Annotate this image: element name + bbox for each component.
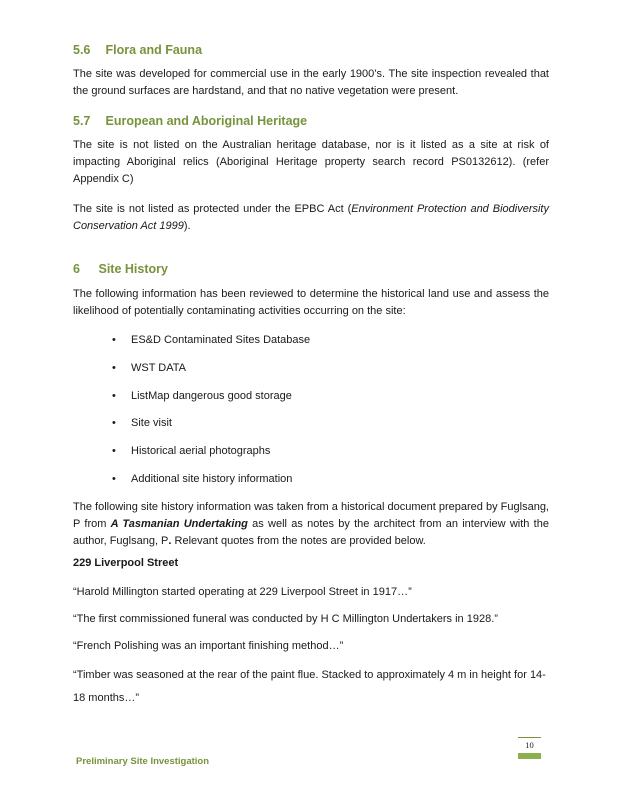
- heading-flora-fauna: [73, 43, 202, 57]
- section-number: 6: [73, 262, 80, 276]
- epbc-text-start: The site is not listed as protected under the EPBC Act (: [73, 203, 352, 215]
- bullet-icon: •: [112, 472, 116, 485]
- heading-site-history: [73, 262, 168, 276]
- paragraph-heritage-listing: The site is not listed on the Australian heritage database, nor is it listed as a site at risk of impacting Aboriginal relics (Aboriginal Heritage property search record PS0132612). (refer Appendix C): [73, 139, 549, 185]
- source-list: [112, 332, 310, 499]
- epbc-text-end: ).: [183, 220, 191, 232]
- list-item: • ES&D Contaminated Sites Database: [112, 332, 310, 360]
- paragraph-site-history-intro: The following information has been reviewed to determine the historical land use and assess the likelihood of potentially contaminating activities occurring on the site:: [73, 288, 549, 317]
- quote: “French Polishing was an important finishing method…”: [73, 640, 344, 652]
- book-title: A Tasmanian Undertaking: [110, 518, 248, 530]
- page-number: 10: [525, 740, 534, 750]
- section-title: Flora and Fauna: [105, 43, 203, 57]
- subheading-liverpool-street: 229 Liverpool Street: [73, 557, 179, 569]
- section-number: 5.6: [73, 43, 91, 57]
- page-number-rule: [518, 737, 541, 738]
- bullet-icon: •: [112, 417, 116, 430]
- bullet-icon: •: [112, 445, 116, 458]
- paragraph-flora-fauna: The site was developed for commercial use in the early 1900’s. The site inspection revealed that the ground surfaces are hardstand, and that no native vegetation were present.: [73, 68, 549, 97]
- quote: “Harold Millington started operating at 229 Liverpool Street in 1917…”: [73, 586, 412, 598]
- section-title: European and Aboriginal Heritage: [105, 114, 308, 128]
- paragraph-epbc: [73, 201, 549, 235]
- bullet-icon: •: [112, 334, 116, 346]
- heading-heritage: [73, 114, 307, 128]
- paragraph-history-source: The following site history information was taken from a historical document prepared by Fuglsang, P from A Tasmanian Undertaking as well as notes by the architect from an interview with the author, Fuglsang, P. Relevant quotes from the notes are provided below.: [73, 501, 549, 547]
- list-item: • WST DATA: [112, 360, 310, 388]
- footer-title: Preliminary Site Investigation: [76, 756, 210, 767]
- list-item: • Additional site history information: [112, 471, 310, 499]
- quote: “The first commissioned funeral was conducted by H C Millington Undertakers in 1928.”: [73, 613, 498, 625]
- epbc-act-name: Environment Protection and Biodiversity Conservation Act 1999: [73, 203, 549, 232]
- section-number: 5.7: [73, 114, 91, 128]
- bullet-icon: •: [112, 389, 116, 402]
- page-number-bar: [518, 753, 541, 759]
- list-item: • Historical aerial photographs: [112, 443, 310, 471]
- list-item: • Site visit: [112, 415, 310, 443]
- bullet-icon: •: [112, 361, 116, 374]
- list-item: • ListMap dangerous good storage: [112, 388, 310, 416]
- quote: “Timber was seasoned at the rear of the paint flue. Stacked to approximately 4 m in height for 14-18 months…”: [73, 669, 546, 704]
- section-title: Site History: [98, 262, 168, 276]
